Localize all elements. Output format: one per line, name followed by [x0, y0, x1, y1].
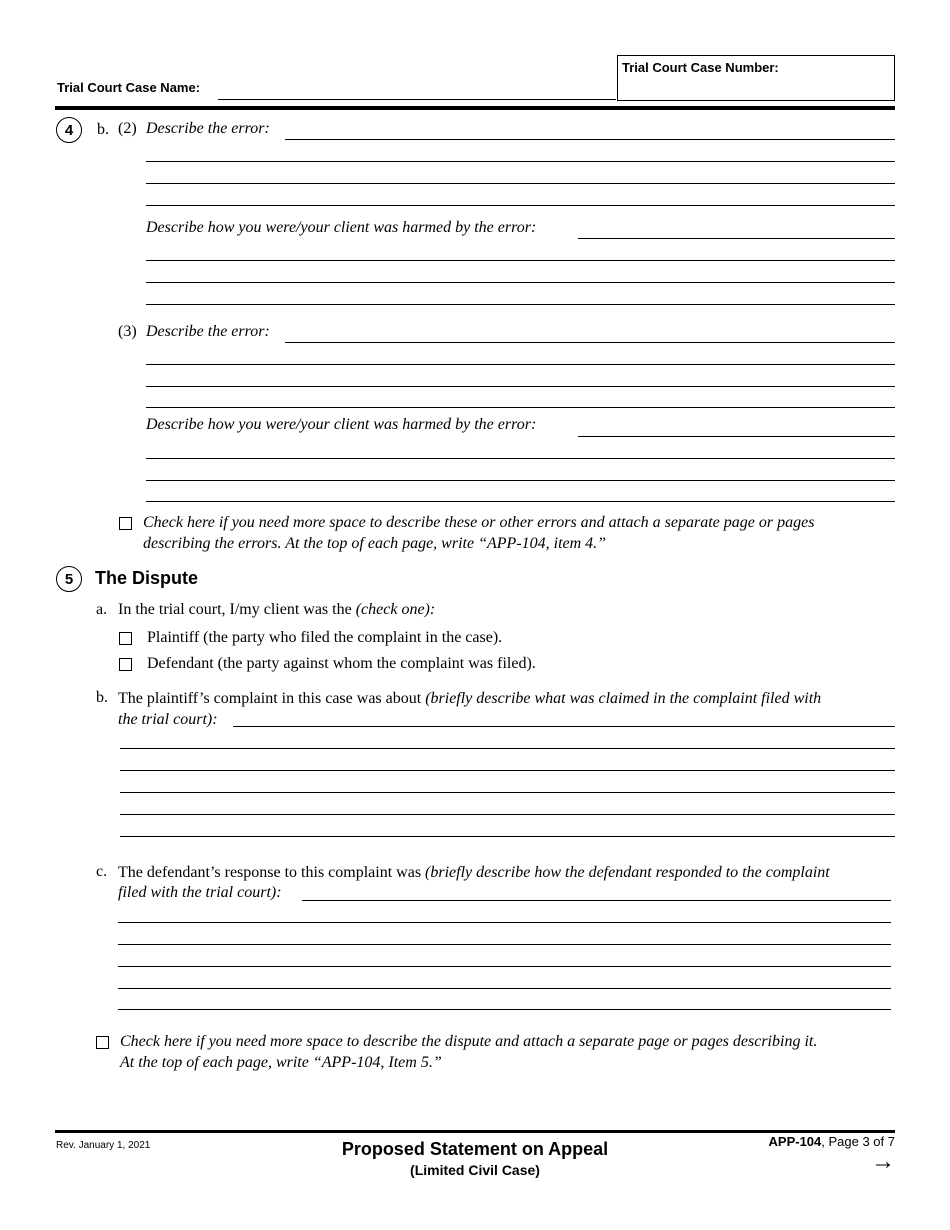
footer-subtitle: (Limited Civil Case)	[410, 1162, 540, 1178]
harm-2-line-3[interactable]	[146, 282, 895, 283]
item-5b-text-ital: (briefly describe what was claimed in the complaint filed with	[425, 690, 822, 707]
item-5-more-space-text-2: At the top of each page, write “APP-104, Item 5.”	[120, 1054, 442, 1071]
complaint-line-2[interactable]	[120, 748, 895, 749]
case-name-label: Trial Court Case Name:	[57, 80, 201, 95]
plaintiff-label: Plaintiff (the party who filed the complaint in the case).	[147, 629, 503, 646]
item-5-title: The Dispute	[95, 568, 199, 588]
harm-3-label: Describe how you were/your client was harmed by the error:	[146, 416, 537, 433]
harm-3-line-3[interactable]	[146, 480, 895, 481]
item-5b-label: b.	[96, 689, 108, 706]
complaint-line-6[interactable]	[120, 836, 895, 837]
case-name-field[interactable]	[218, 60, 616, 100]
harm-3-line-4[interactable]	[146, 501, 895, 502]
harm-2-line-2[interactable]	[146, 260, 895, 261]
harm-3-line-2[interactable]	[146, 458, 895, 459]
response-line-6[interactable]	[118, 1009, 891, 1010]
item-5a-text	[118, 601, 435, 619]
item-5c-text-ital: (briefly describe how the defendant responded to the complaint	[425, 864, 830, 881]
error-2-line-2[interactable]	[146, 161, 895, 162]
defendant-label: Defendant (the party against whom the complaint was filed).	[147, 655, 536, 672]
error-2-line-1[interactable]	[285, 139, 895, 140]
next-page-arrow-icon: →	[871, 1148, 895, 1175]
item-5-number-text: 5	[64, 570, 74, 588]
item-4-more-space-checkbox[interactable]	[119, 517, 132, 530]
error-3-label: Describe the error:	[146, 323, 270, 340]
response-line-4[interactable]	[118, 966, 891, 967]
item-5-number	[56, 566, 82, 592]
item-5a-text-main: In the trial court, I/my client was the	[118, 601, 352, 618]
error-2-label: Describe the error:	[146, 120, 270, 137]
item-5-more-space-text: Check here if you need more space to describe the dispute and attach a separate page or pages describing it.	[120, 1033, 818, 1050]
response-line-3[interactable]	[118, 944, 891, 945]
item-4-sub-3: (3)	[118, 323, 137, 340]
item-4-more-space-text: Check here if you need more space to describe these or other errors and attach a separate page or pages	[143, 514, 815, 531]
harm-2-line-1[interactable]	[578, 238, 895, 239]
item-4-sub-2: (2)	[118, 120, 137, 137]
item-5c-text	[118, 864, 830, 882]
harm-2-line-4[interactable]	[146, 304, 895, 305]
item-5c-text-main: The defendant’s response to this complaint was	[118, 864, 422, 881]
item-5a-text-ital: (check one):	[355, 601, 436, 618]
response-line-5[interactable]	[118, 988, 891, 989]
response-line-1[interactable]	[302, 900, 891, 901]
item-5a-label: a.	[96, 601, 108, 618]
header-rule	[55, 106, 895, 110]
footer-rule	[55, 1130, 895, 1133]
harm-3-line-1[interactable]	[578, 436, 895, 437]
form-id: APP-104	[768, 1134, 822, 1149]
footer-title: Proposed Statement on Appeal	[341, 1139, 609, 1159]
error-3-line-1[interactable]	[285, 342, 895, 343]
item-5c-label: c.	[96, 863, 108, 880]
error-3-line-2[interactable]	[146, 364, 895, 365]
complaint-line-1[interactable]	[233, 726, 895, 727]
page-number: , Page 3 of 7	[821, 1134, 895, 1149]
item-5b-text-2: the trial court):	[118, 711, 218, 728]
case-number-label: Trial Court Case Number:	[622, 60, 779, 75]
response-line-2[interactable]	[118, 922, 891, 923]
item-4-part-b: b.	[97, 121, 109, 138]
item-5-more-space-checkbox[interactable]	[96, 1036, 109, 1049]
revision-date: Rev. January 1, 2021	[56, 1140, 151, 1151]
item-5c-text-2: filed with the trial court):	[118, 884, 282, 901]
defendant-checkbox[interactable]	[119, 658, 132, 671]
complaint-line-4[interactable]	[120, 792, 895, 793]
item-4-more-space-text-2: describing the errors. At the top of each page, write “APP-104, item 4.”	[143, 535, 607, 552]
item-5b-text	[118, 690, 821, 708]
item-4-number-text: 4	[64, 121, 74, 139]
error-3-line-3[interactable]	[146, 386, 895, 387]
harm-2-label: Describe how you were/your client was harmed by the error:	[146, 219, 537, 236]
error-2-line-4[interactable]	[146, 205, 895, 206]
error-3-line-4[interactable]	[146, 407, 895, 408]
item-4-number	[56, 117, 82, 143]
case-number-box[interactable]	[617, 55, 895, 101]
plaintiff-checkbox[interactable]	[119, 632, 132, 645]
complaint-line-5[interactable]	[120, 814, 895, 815]
complaint-line-3[interactable]	[120, 770, 895, 771]
error-2-line-3[interactable]	[146, 183, 895, 184]
item-5b-text-main: The plaintiff’s complaint in this case was about	[118, 690, 422, 707]
page-indicator	[640, 1134, 895, 1149]
